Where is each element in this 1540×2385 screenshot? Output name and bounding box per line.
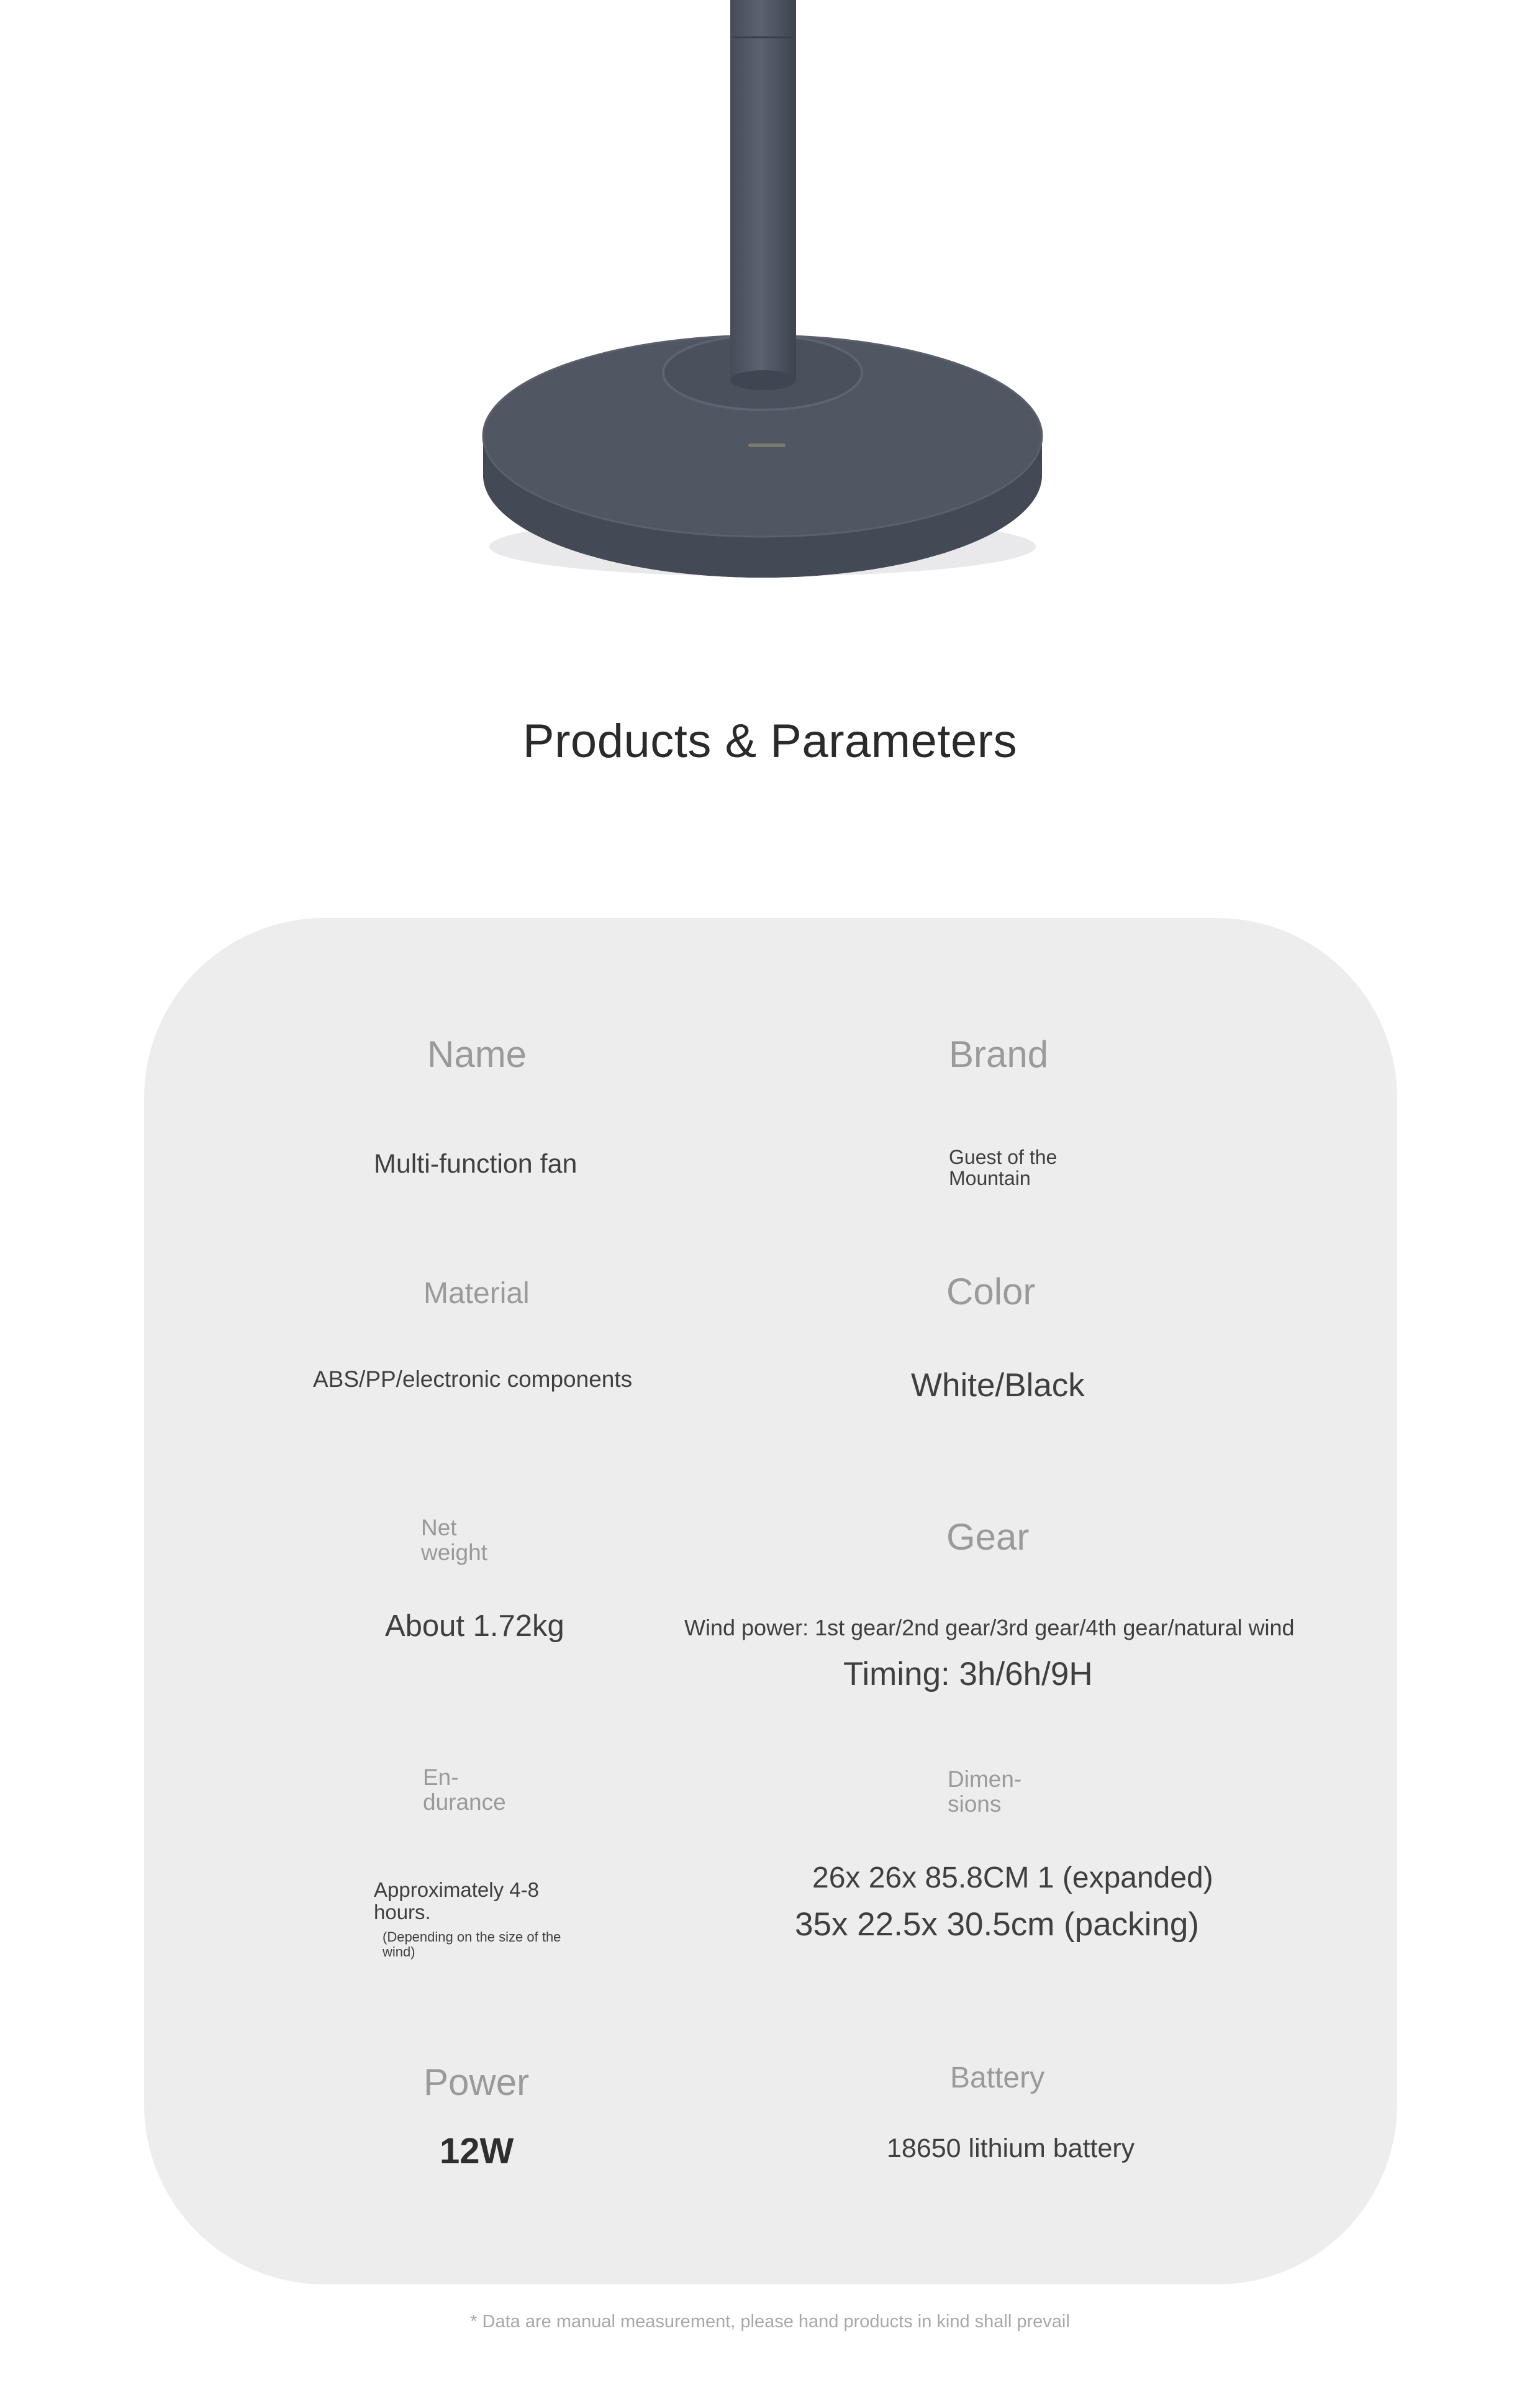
endurance-value <box>374 1879 539 1924</box>
net-weight-label-line-1: Net <box>421 1515 457 1540</box>
net-weight-label <box>421 1515 487 1565</box>
brand-value <box>949 1147 1057 1189</box>
gear-timing-value: Timing: 3h/6h/9H <box>843 1656 1093 1692</box>
power-value: 12W <box>440 2131 514 2171</box>
endurance-note-line-1: (Depending on the size of the <box>383 1929 561 1945</box>
net-weight-label-line-2: weight <box>421 1540 487 1565</box>
footnote: * Data are manual measurement, please hand products in kind shall prevail <box>470 2312 1070 2332</box>
product-image <box>435 0 1105 596</box>
power-label: Power <box>424 2061 530 2103</box>
net-weight-value: About 1.72kg <box>385 1609 564 1643</box>
dimensions-packing-value: 35x 22.5x 30.5cm (packing) <box>795 1906 1200 1943</box>
name-label: Name <box>427 1034 527 1075</box>
dimensions-label <box>948 1767 1021 1817</box>
brand-label: Brand <box>949 1034 1049 1075</box>
material-label: Material <box>424 1277 530 1310</box>
parameters-card <box>144 918 1397 2284</box>
endurance-label-line-2: durance <box>423 1789 506 1815</box>
battery-label: Battery <box>950 2061 1045 2094</box>
endurance-value-line-1: Approximately 4-8 <box>374 1878 539 1901</box>
brand-value-line-1: Guest of the <box>949 1146 1058 1168</box>
name-value: Multi-function fan <box>374 1149 578 1179</box>
dimensions-expanded-value: 26x 26x 85.8CM 1 (expanded) <box>812 1861 1213 1894</box>
endurance-label <box>423 1765 506 1815</box>
color-label: Color <box>946 1271 1036 1312</box>
endurance-note-line-2: wind) <box>383 1944 415 1960</box>
material-value: ABS/PP/electronic components <box>313 1366 633 1392</box>
battery-value: 18650 lithium battery <box>887 2133 1135 2163</box>
gear-wind-power-value: Wind power: 1st gear/2nd gear/3rd gear/4th gear/natural wind <box>684 1615 1295 1640</box>
color-value: White/Black <box>911 1367 1085 1404</box>
gear-label: Gear <box>946 1516 1030 1558</box>
brand-value-line-2: Mountain <box>949 1167 1031 1189</box>
endurance-label-line-1: En- <box>423 1765 459 1790</box>
dimensions-label-line-1: Dimen- <box>948 1766 1022 1792</box>
section-title: Products & Parameters <box>522 715 1018 768</box>
endurance-note <box>383 1930 561 1960</box>
dimensions-label-line-2: sions <box>948 1791 1002 1817</box>
endurance-value-line-2: hours. <box>374 1901 431 1924</box>
